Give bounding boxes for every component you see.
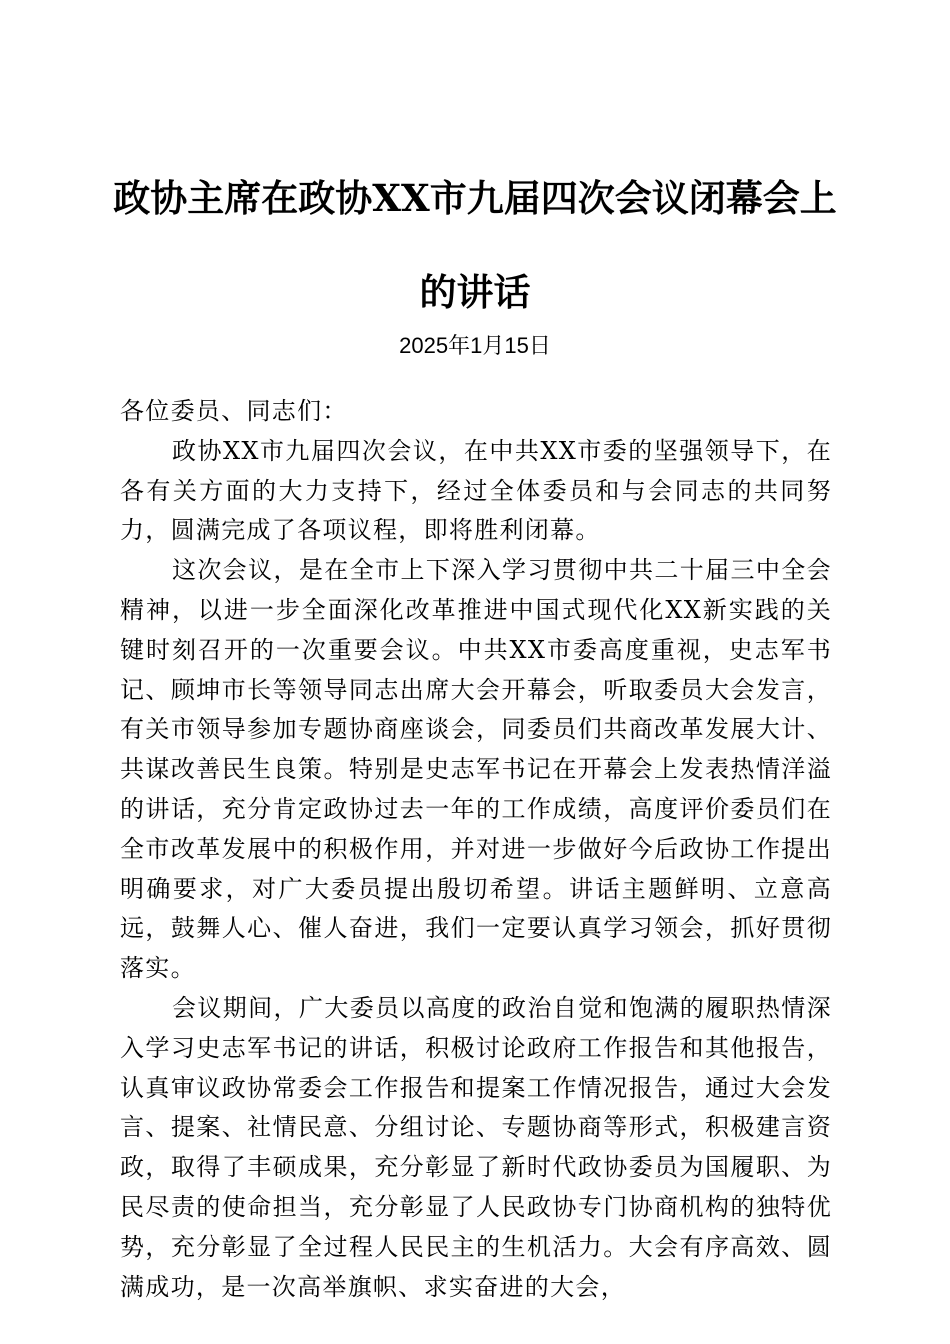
- document-date: 2025年1月15日: [399, 333, 551, 358]
- document-title-line-2: 的讲话: [419, 270, 531, 314]
- paragraph: 会议期间，广大委员以高度的政治自觉和饱满的履职热情深入学习史志军书记的讲话，积极讨论政府工作报告和其他报告，认真审议政协常委会工作报告和提案工作情况报告，通过大会发言、提案、社情民意、分组讨论、专题协商等形式，积极建言资政，取得了丰硕成果，充分彰显了新时代政协委员为国履职、为民尽责的使命担当，充分彰显了人民政协专门协商机构的独特优势，充分彰显了全过程人民民主的生机活力。大会有序高效、圆满成功，是一次高举旗帜、求实奋进的大会，: [120, 993, 832, 1301]
- salutation: 各位委员、同志们：: [120, 397, 348, 425]
- paragraph: 这次会议，是在全市上下深入学习贯彻中共二十届三中全会精神，以进一步全面深化改革推进中国式现代化XX新实践的关键时刻召开的一次重要会议。中共XX市委高度重视，史志军书记、顾坤市长等领导同志出席大会开幕会，听取委员大会发言，有关市领导参加专题协商座谈会，同委员们共商改革发展大计、共谋改善民生良策。特别是史志军书记在开幕会上发表热情洋溢的讲话，充分肯定政协过去一年的工作成绩，高度评价委员们在全市改革发展中的积极作用，并对进一步做好今后政协工作提出明确要求，对广大委员提出殷切希望。讲话主题鲜明、立意高远，鼓舞人心、催人奋进，我们一定要认真学习领会，抓好贯彻落实。: [120, 556, 832, 983]
- document-body: [120, 392, 832, 1307]
- paragraph: 政协XX市九届四次会议，在中共XX市委的坚强领导下，在各有关方面的大力支持下，经过全体委员和与会同志的共同努力，圆满完成了各项议程，即将胜利闭幕。: [120, 436, 832, 545]
- document-title-line-1: 政协主席在政协XX市九届四次会议闭幕会上: [113, 176, 837, 220]
